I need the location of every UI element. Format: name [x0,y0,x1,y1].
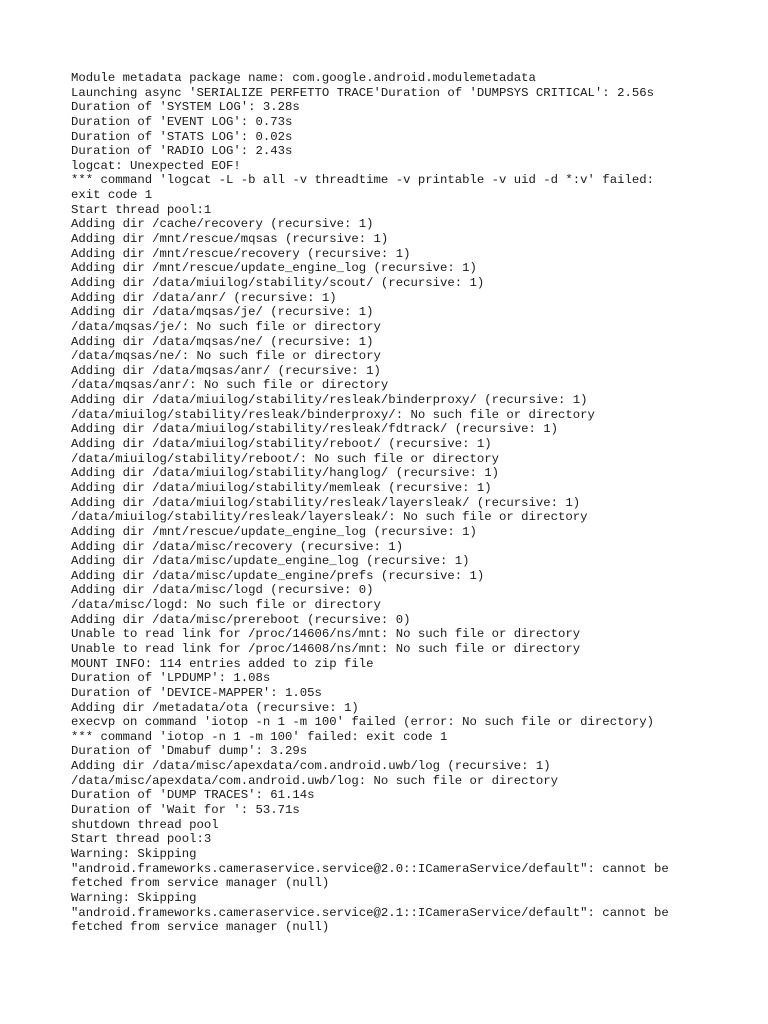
log-text-block [71,71,751,935]
log-line: Adding dir /data/miuilog/stability/resleak/fdtrack/ (recursive: 1) [71,422,559,437]
log-line: Warning: Skipping [71,846,197,861]
log-line: Duration of 'Dmabuf dump': 3.29s [71,744,308,759]
log-line: Adding dir /data/miuilog/stability/scout/ (recursive: 1) [71,275,485,290]
log-line: Adding dir /mnt/rescue/update_engine_log (recursive: 1) [71,524,477,539]
log-line: "android.frameworks.cameraservice.service@2.1::ICameraService/default": cannot be [71,905,669,920]
log-line: Adding dir /data/anr/ (recursive: 1) [71,290,337,305]
log-line: Unable to read link for /proc/14608/ns/mnt: No such file or directory [71,641,581,656]
log-line: /data/miuilog/stability/reboot/: No such file or directory [71,451,500,466]
log-line: Adding dir /cache/recovery (recursive: 1) [71,217,374,232]
log-line: Start thread pool:1 [71,202,212,217]
log-line: /data/mqsas/ne/: No such file or directory [71,349,381,364]
log-line: *** command 'iotop -n 1 -m 100' failed: exit code 1 [71,729,448,744]
log-line: Adding dir /mnt/rescue/recovery (recursive: 1) [71,246,411,261]
log-line: /data/misc/logd: No such file or directory [71,598,381,613]
log-line: Adding dir /data/miuilog/stability/reboot/ (recursive: 1) [71,437,492,452]
log-line: exit code 1 [71,188,153,203]
log-line: Start thread pool:3 [71,832,212,847]
log-line: "android.frameworks.cameraservice.service@2.0::ICameraService/default": cannot be [71,861,669,876]
log-line: Duration of 'RADIO LOG': 2.43s [71,144,293,159]
log-line: fetched from service manager (null) [71,876,330,891]
log-line: Adding dir /data/mqsas/ne/ (recursive: 1) [71,334,374,349]
log-line: /data/mqsas/anr/: No such file or directory [71,378,389,393]
log-line: Duration of 'DEVICE-MAPPER': 1.05s [71,685,322,700]
log-line: Adding dir /data/miuilog/stability/resleak/binderproxy/ (recursive: 1) [71,393,588,408]
log-line: Adding dir /mnt/rescue/mqsas (recursive: 1) [71,232,389,247]
log-line: Adding dir /data/miuilog/stability/resleak/layersleak/ (recursive: 1) [71,495,581,510]
log-line: Duration of 'Wait for ': 53.71s [71,803,300,818]
log-line: /data/misc/apexdata/com.android.uwb/log: No such file or directory [71,773,559,788]
log-line: /data/mqsas/je/: No such file or directory [71,319,381,334]
log-line: Duration of 'DUMP TRACES': 61.14s [71,788,315,803]
log-line: fetched from service manager (null) [71,920,330,935]
log-line: Adding dir /data/misc/prereboot (recursive: 0) [71,612,411,627]
log-line: Adding dir /data/miuilog/stability/hanglog/ (recursive: 1) [71,466,500,481]
log-line: Adding dir /data/misc/logd (recursive: 0) [71,583,374,598]
log-line: Adding dir /data/misc/recovery (recursive: 1) [71,539,404,554]
log-line: Launching async 'SERIALIZE PERFETTO TRACE'Duration of 'DUMPSYS CRITICAL': 2.56s [71,85,654,100]
log-line: execvp on command 'iotop -n 1 -m 100' failed (error: No such file or directory) [71,715,654,730]
log-line: Duration of 'EVENT LOG': 0.73s [71,114,293,129]
log-line: Duration of 'LPDUMP': 1.08s [71,671,271,686]
log-line: Adding dir /mnt/rescue/update_engine_log (recursive: 1) [71,261,477,276]
log-line: MOUNT INFO: 114 entries added to zip file [71,656,374,671]
log-line: Adding dir /data/misc/update_engine_log (recursive: 1) [71,554,470,569]
log-line: /data/miuilog/stability/resleak/layersleak/: No such file or directory [71,510,588,525]
log-line: Module metadata package name: com.google.android.modulemetadata [71,71,536,85]
log-line: Adding dir /data/misc/apexdata/com.android.uwb/log (recursive: 1) [71,759,551,774]
log-line: logcat: Unexpected EOF! [71,158,241,173]
log-line: *** command 'logcat -L -b all -v threadtime -v printable -v uid -d *:v' failed: [71,173,654,188]
log-line: Adding dir /data/mqsas/je/ (recursive: 1) [71,305,374,320]
log-line: Warning: Skipping [71,890,197,905]
log-line: Duration of 'SYSTEM LOG': 3.28s [71,100,300,115]
log-line: shutdown thread pool [71,817,219,832]
log-line: Adding dir /metadata/ota (recursive: 1) [71,700,359,715]
log-line: Adding dir /data/miuilog/stability/memleak (recursive: 1) [71,480,492,495]
log-line: Unable to read link for /proc/14606/ns/mnt: No such file or directory [71,627,581,642]
log-line: Adding dir /data/misc/update_engine/prefs (recursive: 1) [71,568,485,583]
log-line: /data/miuilog/stability/resleak/binderproxy/: No such file or directory [71,407,595,422]
log-line: Adding dir /data/mqsas/anr/ (recursive: 1) [71,363,381,378]
log-line: Duration of 'STATS LOG': 0.02s [71,129,293,144]
